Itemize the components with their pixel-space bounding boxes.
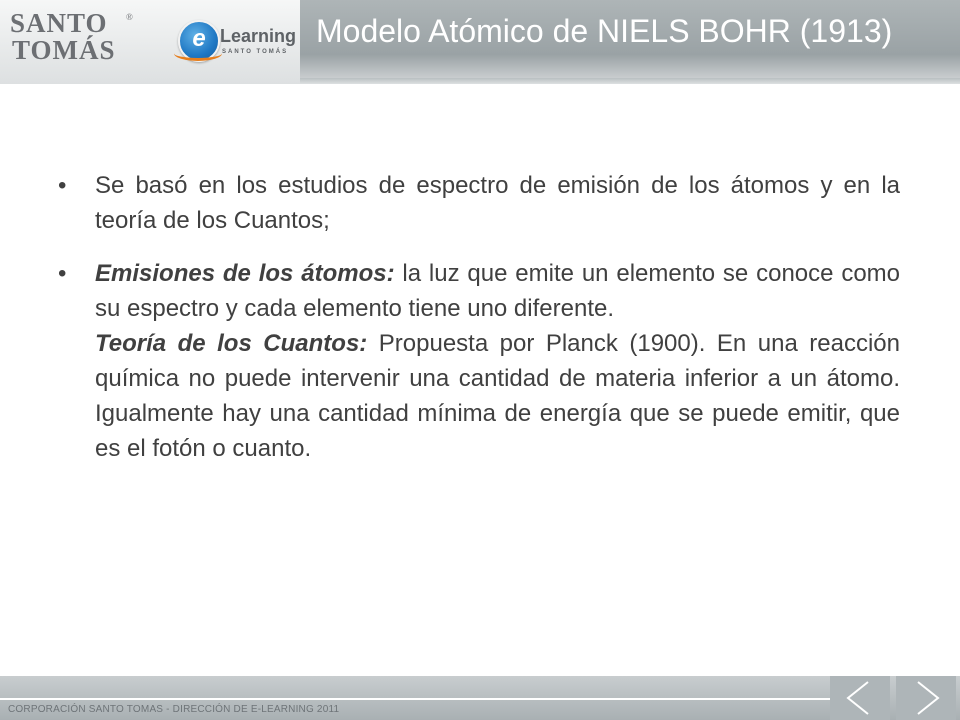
elearning-subtitle: SANTO TOMÁS <box>222 49 289 55</box>
bullet-item <box>58 256 900 466</box>
chevron-left-icon <box>830 676 890 720</box>
bullet-text: Propuesta por Planck (1900). En una reacción química no puede intervenir una cantidad de materia inferior a un átomo. Igualmente hay una cantidad mínima de energía que se puede emitir, que es el fotón o cuanto. <box>95 330 900 462</box>
logo-line-1: SANTO <box>10 8 108 38</box>
bullet-text: Se basó en los estudios de espectro de emisión de los átomos y en la teoría de los Cuantos; <box>95 172 900 234</box>
slide-title: Modelo Atómico de NIELS BOHR (1913) <box>316 13 893 49</box>
logo-line-2: TOMÁS <box>12 35 116 65</box>
elearning-letter: e <box>192 25 206 52</box>
bullet-icon: • <box>58 172 67 199</box>
next-slide-button[interactable] <box>896 676 956 720</box>
term-teoria: Teoría de los Cuantos: <box>95 330 368 357</box>
content-list <box>58 168 900 484</box>
term-emisiones: Emisiones de los átomos: <box>95 260 395 287</box>
elearning-logo <box>178 20 303 64</box>
swoosh-icon <box>174 46 222 61</box>
elearning-word: Learning <box>220 26 297 46</box>
bullet-icon: • <box>58 260 67 287</box>
footer-divider <box>0 698 830 700</box>
footer-text: CORPORACIÓN SANTO TOMAS - DIRECCIÓN DE E-LEARNING 2011 <box>8 704 340 715</box>
santo-tomas-logo <box>10 10 160 70</box>
previous-slide-button[interactable] <box>830 676 890 720</box>
registered-mark: ® <box>126 12 133 22</box>
header <box>0 0 960 84</box>
bullet-item <box>58 168 900 238</box>
chevron-right-icon <box>896 676 956 720</box>
bullet-text: la luz que emite un elemento se conoce como su espectro y cada elemento tiene uno diferente. <box>95 260 901 322</box>
